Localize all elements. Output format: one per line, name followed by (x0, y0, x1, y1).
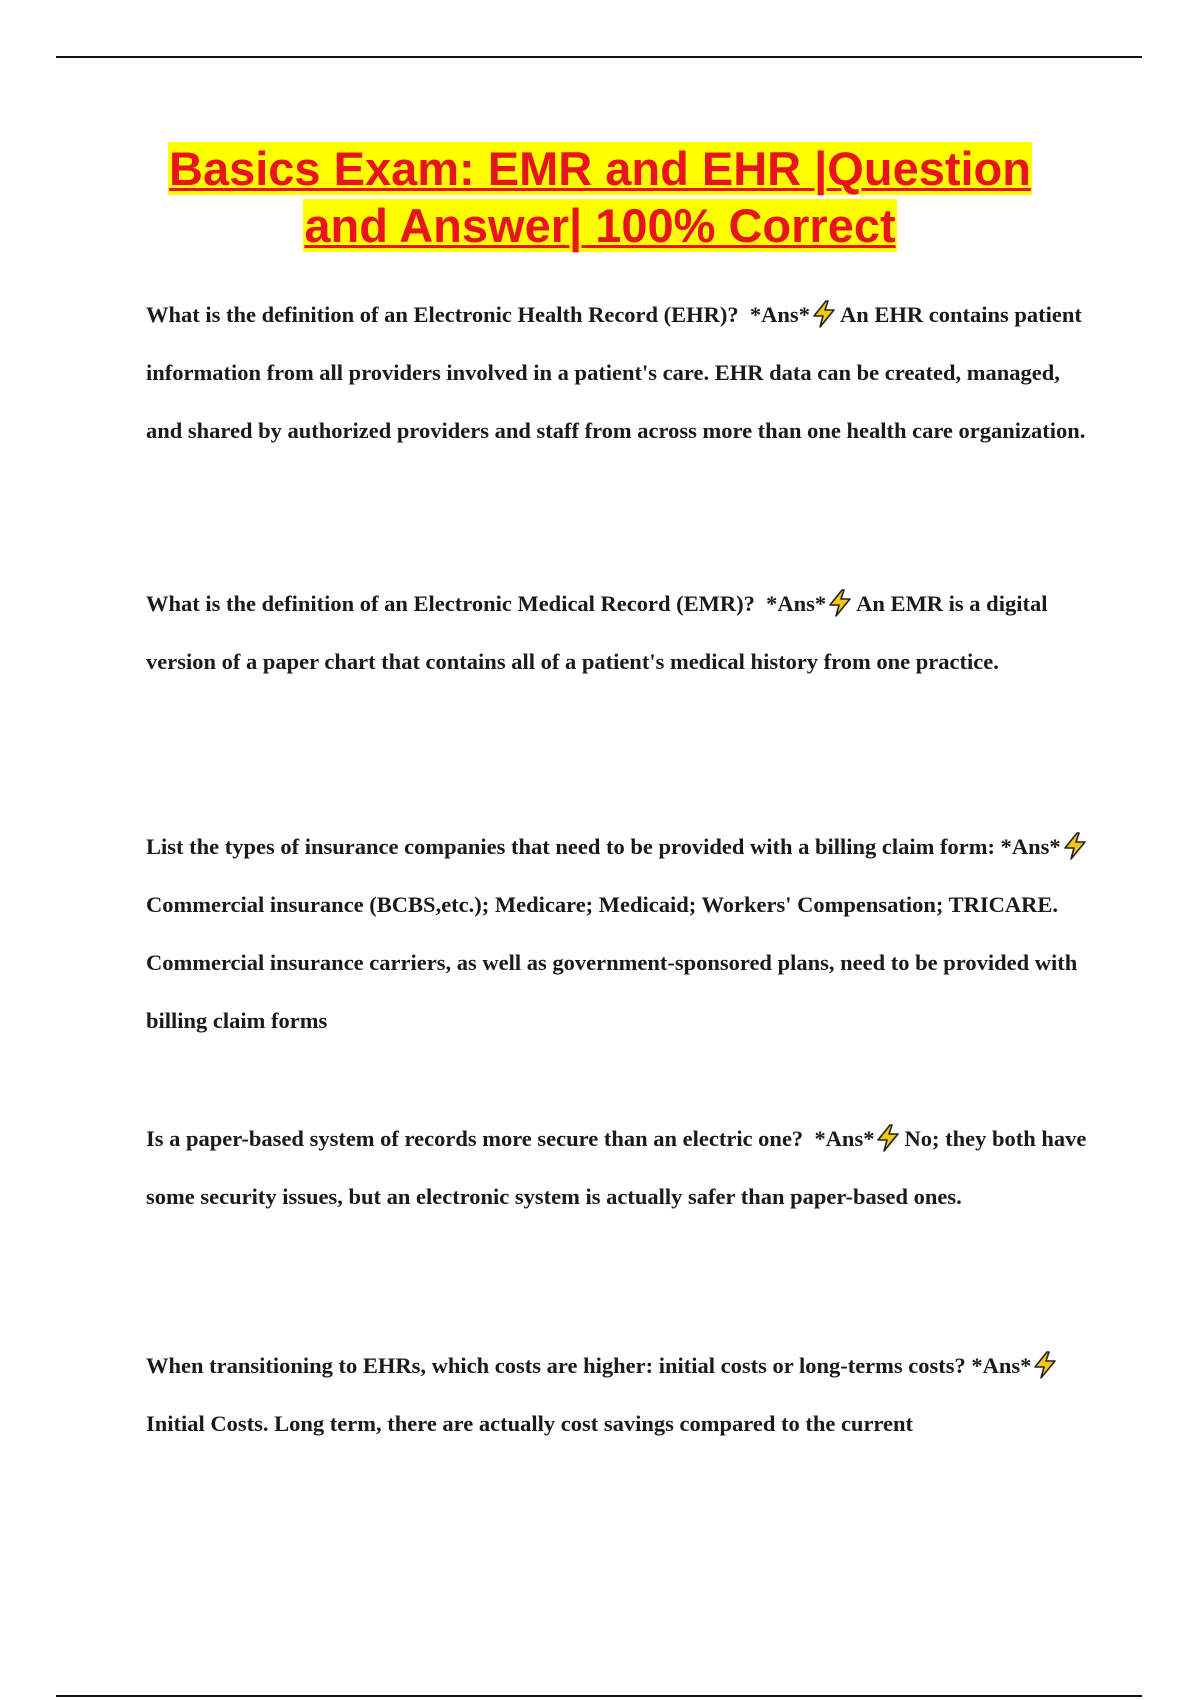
qa-item (146, 818, 1096, 1050)
answer-marker: *Ans* (766, 591, 827, 616)
qa-item (146, 1110, 1096, 1226)
title-line-1: Basics Exam: EMR and EHR |Question (169, 142, 1031, 195)
answer-text: An EMR is a digital version of a paper chart that contains all of a patient's medical history from one practice. (146, 591, 1048, 674)
answer-text: An EHR contains patient information from all providers involved in a patient's care. EHR data can be created, managed, and shared by authorized providers and staff from across more than one health care organization. (146, 302, 1086, 443)
document-title (100, 140, 1100, 254)
question-text: What is the definition of an Electronic Medical Record (EMR)? (146, 591, 755, 616)
lightning-bolt-icon (1062, 832, 1088, 860)
question-text: List the types of insurance companies that need to be provided with a billing claim form: (146, 834, 995, 859)
top-rule (56, 56, 1142, 58)
qa-item (146, 286, 1096, 460)
answer-text: No; they both have some security issues, but an electronic system is actually safer than paper-based ones. (146, 1126, 1087, 1209)
answer-text: Commercial insurance (BCBS,etc.); Medicare; Medicaid; Workers' Compensation; TRICARE. Commercial insurance carriers, as well as government-sponsored plans, need to be provided with billing claim forms (146, 892, 1078, 1033)
lightning-bolt-icon (827, 589, 853, 617)
lightning-bolt-icon (811, 300, 837, 328)
answer-marker: *Ans* (971, 1353, 1032, 1378)
title-line-2: and Answer| 100% Correct (304, 199, 896, 252)
question-text: What is the definition of an Electronic Health Record (EHR)? (146, 302, 739, 327)
bottom-rule (56, 1695, 1142, 1697)
lightning-bolt-icon (1032, 1351, 1058, 1379)
qa-item (146, 575, 1096, 691)
lightning-bolt-icon (875, 1124, 901, 1152)
qa-item (146, 1337, 1096, 1453)
answer-marker: *Ans* (814, 1126, 875, 1151)
answer-text: Initial Costs. Long term, there are actually cost savings compared to the current (146, 1411, 913, 1436)
answer-marker: *Ans* (749, 302, 810, 327)
question-text: When transitioning to EHRs, which costs are higher: initial costs or long-terms costs? (146, 1353, 966, 1378)
question-text: Is a paper-based system of records more secure than an electric one? (146, 1126, 804, 1151)
answer-marker: *Ans* (1000, 834, 1061, 859)
